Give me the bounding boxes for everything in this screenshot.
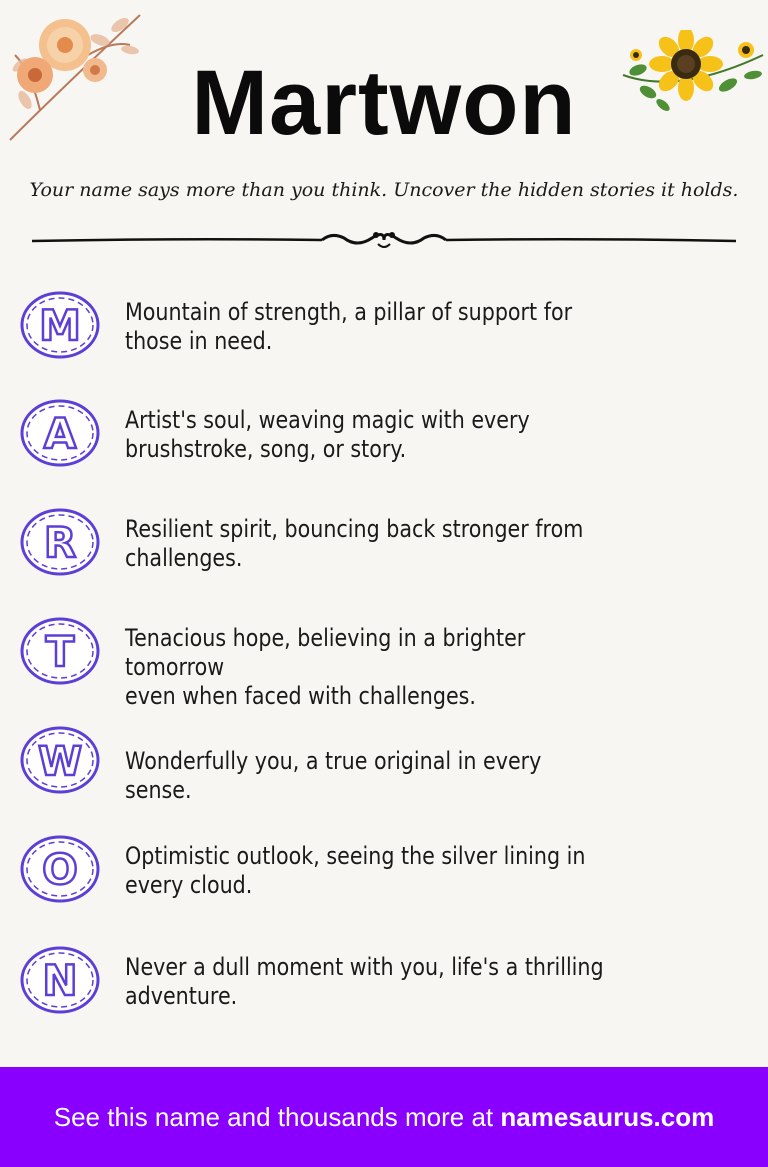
meaning-line: Wonderfully you, a true original in every sense. [125, 747, 542, 804]
letter-meaning [125, 624, 607, 711]
meaning-line: even when faced with challenges. [125, 682, 476, 710]
badge-letter: N [42, 956, 78, 1005]
footer-prefix: See this name and thousands more at [53, 1102, 501, 1132]
letter-row-m [0, 282, 768, 382]
letter-meaning [125, 842, 607, 900]
letter-badge [18, 507, 102, 577]
badge-letter: O [42, 845, 78, 894]
letter-row-o [0, 826, 768, 926]
letter-badge [18, 398, 102, 468]
letter-row-n [0, 937, 768, 1037]
meaning-line: those in need. [125, 327, 273, 355]
ornamental-divider-icon [32, 226, 736, 256]
letter-badge [18, 616, 102, 686]
meaning-line: every cloud. [125, 871, 253, 899]
meaning-line: adventure. [125, 982, 238, 1010]
site-link[interactable]: namesaurus.com [500, 1102, 715, 1132]
meaning-line: Never a dull moment with you, life's a thrilling [125, 953, 604, 981]
meaning-line: Tenacious hope, believing in a brighter tomorrow [125, 624, 526, 681]
letter-meaning [125, 515, 607, 573]
tagline: Your name says more than you think. Uncover the hidden stories it holds. [29, 179, 739, 201]
badge-letter: W [37, 739, 83, 785]
badge-letter: R [43, 518, 77, 567]
letter-meaning [125, 298, 607, 356]
meaning-line: Artist's soul, weaving magic with every [125, 406, 530, 434]
letter-row-r [0, 499, 768, 599]
letter-badge [18, 725, 102, 795]
badge-letter: T [45, 627, 75, 676]
letter-badge [18, 945, 102, 1015]
letter-meaning [125, 406, 607, 464]
letter-meaning [125, 953, 607, 1011]
letter-row-a [0, 390, 768, 490]
badge-letter: M [39, 301, 81, 350]
meaning-line: Optimistic outlook, seeing the silver lining in [125, 842, 586, 870]
badge-letter: A [43, 409, 77, 458]
footer-text [0, 1067, 768, 1167]
meaning-line: Resilient spirit, bouncing back stronger from [125, 515, 584, 543]
letter-row-t [0, 608, 768, 708]
letter-badge [18, 290, 102, 360]
footer-banner [0, 1067, 768, 1167]
letter-badge [18, 834, 102, 904]
letter-row-w [0, 717, 768, 817]
meaning-line: brushstroke, song, or story. [125, 435, 407, 463]
letter-meaning [125, 747, 607, 805]
page-title: Martwon [191, 52, 577, 154]
meaning-line: Mountain of strength, a pillar of support for [125, 298, 573, 326]
meaning-line: challenges. [125, 544, 243, 572]
